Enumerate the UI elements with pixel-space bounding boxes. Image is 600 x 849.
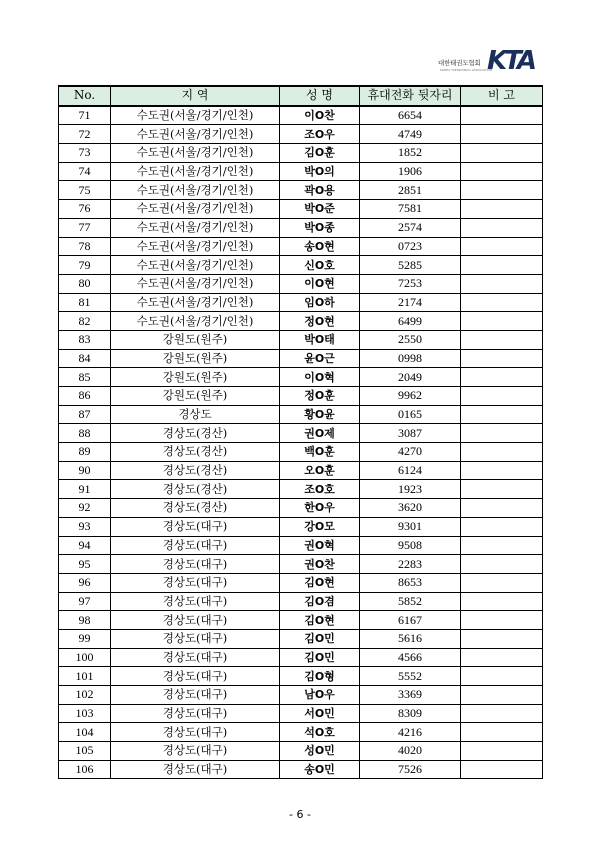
cell-note (461, 667, 543, 686)
cell-name: 정O훈 (280, 387, 360, 406)
cell-region: 경상도(대구) (111, 742, 280, 761)
cell-phone: 4270 (360, 443, 461, 462)
cell-no: 79 (59, 256, 111, 275)
cell-name: 한O우 (280, 499, 360, 518)
cell-phone: 5552 (360, 667, 461, 686)
table-row (59, 368, 543, 387)
cell-region: 경상도(대구) (111, 536, 280, 555)
cell-name: 권O찬 (280, 555, 360, 574)
cell-name: 김O민 (280, 648, 360, 667)
cell-name: 남O우 (280, 686, 360, 705)
cell-region: 강원도(원주) (111, 387, 280, 406)
cell-name: 강O모 (280, 517, 360, 536)
cell-no: 78 (59, 237, 111, 256)
cell-note (461, 387, 543, 406)
cell-name: 조O호 (280, 480, 360, 499)
cell-no: 80 (59, 274, 111, 293)
cell-no: 83 (59, 330, 111, 349)
cell-no: 102 (59, 686, 111, 705)
cell-region: 수도권(서울/경기/인천) (111, 237, 280, 256)
table-row (59, 218, 543, 237)
table-row (59, 461, 543, 480)
cell-no: 91 (59, 480, 111, 499)
cell-note (461, 480, 543, 499)
cell-note (461, 424, 543, 443)
cell-phone: 5852 (360, 592, 461, 611)
table-row (59, 573, 543, 592)
cell-note (461, 256, 543, 275)
cell-region: 경상도(경산) (111, 480, 280, 499)
cell-phone: 4020 (360, 742, 461, 761)
cell-note (461, 218, 543, 237)
cell-region: 경상도(대구) (111, 723, 280, 742)
table-row (59, 237, 543, 256)
cell-phone: 2550 (360, 330, 461, 349)
cell-region: 경상도 (111, 405, 280, 424)
cell-note (461, 200, 543, 219)
cell-region: 경상도(대구) (111, 592, 280, 611)
cell-name: 이O찬 (280, 106, 360, 125)
cell-name: 황O윤 (280, 405, 360, 424)
cell-phone: 9301 (360, 517, 461, 536)
cell-region: 경상도(대구) (111, 517, 280, 536)
cell-region: 수도권(서울/경기/인천) (111, 125, 280, 144)
cell-region: 경상도(경산) (111, 461, 280, 480)
table-row (59, 181, 543, 200)
table-row (59, 162, 543, 181)
cell-region: 경상도(대구) (111, 648, 280, 667)
table-row (59, 256, 543, 275)
kta-logo-mark: KTA (487, 46, 534, 76)
cell-no: 74 (59, 162, 111, 181)
cell-note (461, 368, 543, 387)
table-row (59, 592, 543, 611)
cell-name: 박O종 (280, 218, 360, 237)
cell-region: 수도권(서울/경기/인천) (111, 293, 280, 312)
cell-no: 103 (59, 704, 111, 723)
cell-region: 경상도(경산) (111, 499, 280, 518)
cell-name: 석O호 (280, 723, 360, 742)
cell-no: 85 (59, 368, 111, 387)
cell-name: 오O훈 (280, 461, 360, 480)
cell-no: 84 (59, 349, 111, 368)
roster-table (58, 85, 543, 779)
cell-note (461, 237, 543, 256)
cell-no: 89 (59, 443, 111, 462)
cell-phone: 6654 (360, 106, 461, 125)
cell-note (461, 443, 543, 462)
table-row (59, 144, 543, 163)
cell-note (461, 405, 543, 424)
cell-no: 71 (59, 106, 111, 125)
table-row (59, 723, 543, 742)
cell-note (461, 536, 543, 555)
cell-phone: 4216 (360, 723, 461, 742)
cell-phone: 6499 (360, 312, 461, 331)
table-row (59, 667, 543, 686)
page-number: - 6 - (289, 808, 311, 821)
table-row (59, 517, 543, 536)
cell-no: 82 (59, 312, 111, 331)
cell-no: 106 (59, 760, 111, 779)
table-row (59, 125, 543, 144)
table-header-row (59, 86, 543, 106)
cell-name: 신O호 (280, 256, 360, 275)
cell-name: 권O혁 (280, 536, 360, 555)
cell-no: 92 (59, 499, 111, 518)
cell-no: 99 (59, 629, 111, 648)
cell-note (461, 461, 543, 480)
table-body (59, 106, 543, 779)
cell-name: 성O민 (280, 742, 360, 761)
cell-note (461, 293, 543, 312)
table-row (59, 480, 543, 499)
cell-no: 98 (59, 611, 111, 630)
cell-no: 94 (59, 536, 111, 555)
cell-name: 김O형 (280, 667, 360, 686)
table-row (59, 312, 543, 331)
cell-phone: 4566 (360, 648, 461, 667)
cell-name: 윤O근 (280, 349, 360, 368)
column-header-phone: 휴대전화 뒷자리 (360, 86, 461, 106)
cell-phone: 5616 (360, 629, 461, 648)
cell-note (461, 611, 543, 630)
table-row (59, 555, 543, 574)
cell-phone: 8309 (360, 704, 461, 723)
cell-region: 수도권(서울/경기/인천) (111, 218, 280, 237)
column-header-name: 성 명 (280, 86, 360, 106)
cell-phone: 0165 (360, 405, 461, 424)
cell-region: 경상도(경산) (111, 424, 280, 443)
cell-note (461, 517, 543, 536)
cell-note (461, 162, 543, 181)
table-row (59, 611, 543, 630)
cell-note (461, 555, 543, 574)
cell-phone: 2283 (360, 555, 461, 574)
cell-region: 수도권(서울/경기/인천) (111, 162, 280, 181)
column-header-region: 지 역 (111, 86, 280, 106)
cell-region: 경상도(대구) (111, 760, 280, 779)
cell-region: 경상도(대구) (111, 686, 280, 705)
cell-name: 곽O용 (280, 181, 360, 200)
cell-phone: 0723 (360, 237, 461, 256)
cell-note (461, 125, 543, 144)
cell-phone: 0998 (360, 349, 461, 368)
cell-phone: 2851 (360, 181, 461, 200)
table-row (59, 499, 543, 518)
cell-note (461, 499, 543, 518)
cell-name: 백O훈 (280, 443, 360, 462)
cell-phone: 2574 (360, 218, 461, 237)
cell-phone: 9508 (360, 536, 461, 555)
cell-name: 박O의 (280, 162, 360, 181)
cell-no: 77 (59, 218, 111, 237)
cell-note (461, 330, 543, 349)
org-name-english: KOREA TAEKWONDO ASSOCIATION (440, 68, 493, 72)
cell-no: 72 (59, 125, 111, 144)
cell-region: 경상도(대구) (111, 704, 280, 723)
table-row (59, 200, 543, 219)
cell-name: 조O우 (280, 125, 360, 144)
table-row (59, 424, 543, 443)
cell-region: 수도권(서울/경기/인천) (111, 106, 280, 125)
cell-phone: 1906 (360, 162, 461, 181)
table-row (59, 106, 543, 125)
cell-note (461, 181, 543, 200)
cell-region: 수도권(서울/경기/인천) (111, 144, 280, 163)
org-name-korean: 대한태권도협회 (438, 59, 481, 67)
cell-phone: 6124 (360, 461, 461, 480)
table-row (59, 742, 543, 761)
cell-no: 100 (59, 648, 111, 667)
table-row (59, 274, 543, 293)
cell-region: 수도권(서울/경기/인천) (111, 200, 280, 219)
cell-name: 이O혁 (280, 368, 360, 387)
cell-note (461, 723, 543, 742)
cell-name: 서O민 (280, 704, 360, 723)
cell-no: 93 (59, 517, 111, 536)
cell-no: 76 (59, 200, 111, 219)
cell-phone: 5285 (360, 256, 461, 275)
cell-phone: 9962 (360, 387, 461, 406)
cell-no: 90 (59, 461, 111, 480)
cell-phone: 7526 (360, 760, 461, 779)
cell-note (461, 686, 543, 705)
cell-name: 김O현 (280, 611, 360, 630)
table-row (59, 293, 543, 312)
table-row (59, 349, 543, 368)
column-header-note: 비 고 (461, 86, 543, 106)
cell-note (461, 349, 543, 368)
cell-name: 송O현 (280, 237, 360, 256)
cell-note (461, 274, 543, 293)
cell-phone: 3369 (360, 686, 461, 705)
cell-note (461, 592, 543, 611)
cell-no: 81 (59, 293, 111, 312)
cell-phone: 7581 (360, 200, 461, 219)
cell-region: 경상도(대구) (111, 555, 280, 574)
cell-region: 강원도(원주) (111, 330, 280, 349)
cell-name: 정O현 (280, 312, 360, 331)
cell-phone: 7253 (360, 274, 461, 293)
cell-region: 경상도(대구) (111, 573, 280, 592)
cell-no: 104 (59, 723, 111, 742)
cell-no: 97 (59, 592, 111, 611)
cell-name: 김O현 (280, 573, 360, 592)
cell-region: 수도권(서울/경기/인천) (111, 274, 280, 293)
cell-no: 95 (59, 555, 111, 574)
cell-note (461, 648, 543, 667)
cell-no: 87 (59, 405, 111, 424)
cell-name: 김O겸 (280, 592, 360, 611)
cell-name: 이O현 (280, 274, 360, 293)
table-row (59, 629, 543, 648)
cell-name: 임O하 (280, 293, 360, 312)
table-row (59, 387, 543, 406)
cell-note (461, 106, 543, 125)
cell-no: 101 (59, 667, 111, 686)
cell-region: 수도권(서울/경기/인천) (111, 181, 280, 200)
cell-name: 김O훈 (280, 144, 360, 163)
table-row (59, 330, 543, 349)
cell-phone: 3087 (360, 424, 461, 443)
column-header-no: No. (59, 86, 111, 106)
cell-name: 권O제 (280, 424, 360, 443)
cell-note (461, 573, 543, 592)
cell-no: 86 (59, 387, 111, 406)
kta-logo (438, 48, 538, 76)
cell-note (461, 144, 543, 163)
table-row (59, 405, 543, 424)
cell-phone: 1852 (360, 144, 461, 163)
cell-no: 96 (59, 573, 111, 592)
cell-region: 수도권(서울/경기/인천) (111, 256, 280, 275)
cell-phone: 4749 (360, 125, 461, 144)
cell-phone: 2174 (360, 293, 461, 312)
table-row (59, 760, 543, 779)
cell-phone: 2049 (360, 368, 461, 387)
cell-region: 경상도(대구) (111, 667, 280, 686)
cell-name: 송O민 (280, 760, 360, 779)
cell-region: 경상도(대구) (111, 611, 280, 630)
cell-no: 73 (59, 144, 111, 163)
cell-note (461, 760, 543, 779)
cell-phone: 8653 (360, 573, 461, 592)
cell-region: 경상도(경산) (111, 443, 280, 462)
cell-region: 강원도(원주) (111, 349, 280, 368)
cell-region: 경상도(대구) (111, 629, 280, 648)
cell-note (461, 742, 543, 761)
cell-no: 88 (59, 424, 111, 443)
cell-name: 박O태 (280, 330, 360, 349)
cell-region: 강원도(원주) (111, 368, 280, 387)
cell-name: 박O준 (280, 200, 360, 219)
cell-no: 75 (59, 181, 111, 200)
cell-note (461, 704, 543, 723)
cell-phone: 6167 (360, 611, 461, 630)
cell-region: 수도권(서울/경기/인천) (111, 312, 280, 331)
cell-name: 김O민 (280, 629, 360, 648)
cell-note (461, 312, 543, 331)
cell-phone: 3620 (360, 499, 461, 518)
table-row (59, 704, 543, 723)
table-row (59, 648, 543, 667)
table-row (59, 686, 543, 705)
cell-phone: 1923 (360, 480, 461, 499)
table-row (59, 443, 543, 462)
cell-no: 105 (59, 742, 111, 761)
cell-note (461, 629, 543, 648)
table-row (59, 536, 543, 555)
